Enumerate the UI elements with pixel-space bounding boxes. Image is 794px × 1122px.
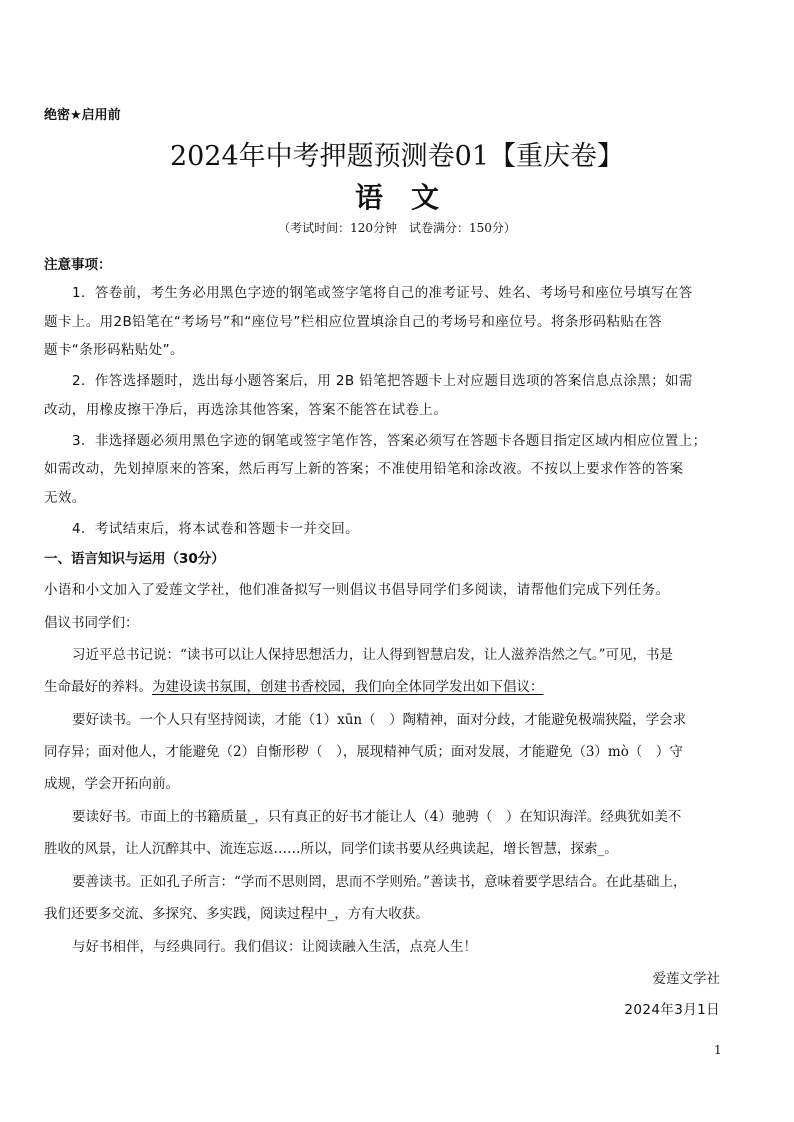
paragraph-line: 要读好书。市面上的书籍质量_，只有真正的好书才能让人（4）驰骋（ ）在知识海洋。经典犹如美不 xyxy=(72,809,682,825)
salutation: 倡议书同学们： xyxy=(44,615,139,631)
section-intro: 小语和小文加入了爱莲文学社，他们准备拟写一则倡议书倡导同学们多阅读，请帮他们完成下列任务。 xyxy=(44,582,670,598)
paragraph-text: 生命最好的养料。 xyxy=(44,679,152,695)
paragraph-line: 成规，学会开拓向前。 xyxy=(44,776,179,792)
notice-line: 无效。 xyxy=(44,490,86,506)
paragraph-line: 胜收的风景，让人沉醉其中、流连忘返……所以，同学们读书要从经典读起，增长智慧，探索_。 xyxy=(44,841,618,857)
page-number: 1 xyxy=(714,1043,722,1057)
exam-title: 2024年中考押题预测卷01【重庆卷】 xyxy=(169,141,625,172)
paragraph-line: 与好书相伴，与经典同行。我们倡议：让阅读融入生活，点亮人生！ xyxy=(72,939,477,955)
notice-line: 2．作答选择题时，选出每小题答案后，用 2B 铅笔把答题卡上对应题目选项的答案信息点涂黑；如需 xyxy=(72,373,693,389)
notice-line: 1．答卷前，考生务必用黑色字迹的钢笔或签字笔将自己的准考证号、姓名、考场号和座位号填写在答 xyxy=(72,285,693,301)
signature: 爱莲文学社 xyxy=(652,971,720,987)
paragraph-line: 我们还要多交流、多探究、多实践，阅读过程中_，方有大收获。 xyxy=(44,906,429,922)
notice-line: 如需改动，先划掉原来的答案，然后再写上新的答案；不准使用铅笔和涂改液。不按以上要求作答的答案 xyxy=(44,461,684,477)
underlined-sentence: 为建设读书氛围，创建书香校园，我们向全体同学发出如下倡议： xyxy=(152,679,544,695)
notice-line: 4．考试结束后，将本试卷和答题卡一并交回。 xyxy=(72,521,359,537)
paragraph-line xyxy=(44,675,544,695)
notice-line: 题卡上。用2B铅笔在“考场号”和“座位号”栏相应位置填涂自己的考场号和座位号。将条形码粘贴在答 xyxy=(44,314,663,330)
exam-meta: （考试时间：120分钟 试卷满分：150分） xyxy=(278,221,516,235)
notice-line: 题卡“条形码粘贴处”。 xyxy=(44,342,184,358)
date: 2024年3月1日 xyxy=(624,1002,720,1018)
paragraph-line: 要好读书。一个人只有坚持阅读，才能（1）xūn（ ）陶精神，面对分歧，才能避免极端狭隘，学会求 xyxy=(72,712,687,728)
paragraph-line: 要善读书。正如孔子所言：“学而不思则罔，思而不学则殆。”善读书，意味着要学思结合。在此基础上， xyxy=(72,874,687,890)
paragraph-line: 习近平总书记说：“读书可以让人保持思想活力，让人得到智慧启发，让人滋养浩然之气。”可见，书是 xyxy=(72,647,674,663)
notice-line: 3．非选择题必须用黑色字迹的钢笔或签字笔作答，答案必须写在答题卡各题目指定区域内相应位置上； xyxy=(72,433,707,449)
paragraph-line: 同存异；面对他人，才能避免（2）自惭形秽（ ），展现精神气质；面对发展，才能避免（3）mò（ ）守 xyxy=(44,744,683,760)
subject-title: 语文 xyxy=(354,181,467,214)
confidential-label: 绝密★启用前 xyxy=(44,108,121,123)
notice-label: 注意事项： xyxy=(44,257,112,273)
section-heading: 一、语言知识与运用（30分） xyxy=(44,551,225,567)
notice-line: 改动，用橡皮擦干净后，再选涂其他答案，答案不能答在试卷上。 xyxy=(44,402,448,418)
